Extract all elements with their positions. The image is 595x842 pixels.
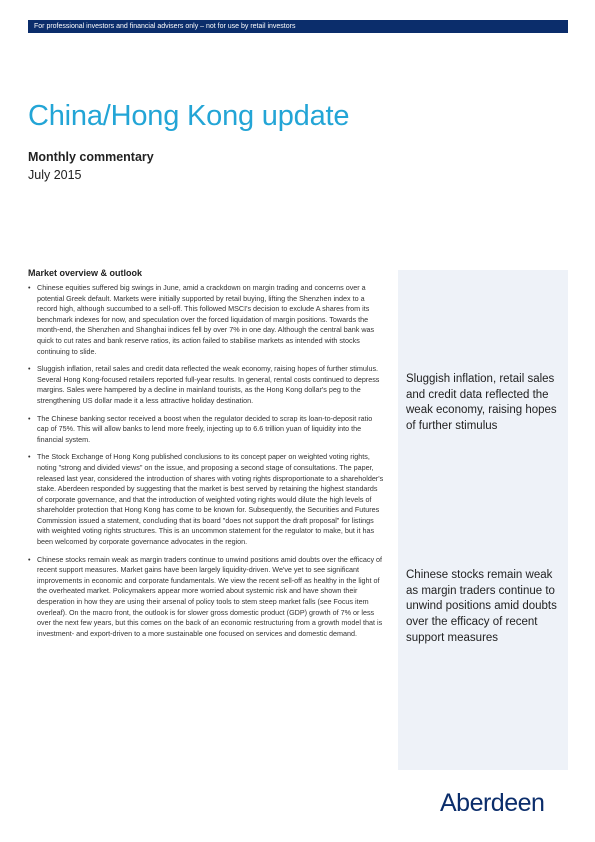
pullquote: Sluggish inflation, retail sales and credit data reflected the weak economy, raising hopes of further stimulus	[406, 373, 557, 433]
paragraph-text: Chinese stocks remain weak as margin traders continue to unwind positions amid doubts over the efficacy of recent support measures. Market gains have been largely liquidity-driven. We've yet to see significant improvements in economic and corporate fundamentals. We view the recent sell-off as healthy in the light of the overheated market. Policymakers appear more worried about systemic risk and have shown their desperation in how they are using their arsenal of policy tools to stem steep market falls (see Focus item overleaf). On the macro front, the outlook is for slower gross domestic product (GDP) growth of 7% or less over the next few years, but this comes on the back of an economic restructuring from a growth model that is investment- and export-driven to a more sustainable one focused on services and domestic demand.	[37, 554, 383, 638]
bullet-icon: •	[28, 554, 31, 564]
disclaimer-text: For professional investors and financial advisers only – not for use by retail investors	[34, 23, 296, 30]
logo-wordmark: Aberdeen	[440, 789, 545, 817]
page-subtitle: Monthly commentary	[28, 150, 154, 164]
list-item	[28, 414, 384, 446]
page-title: China/Hong Kong update	[28, 100, 350, 132]
disclaimer-banner	[28, 20, 568, 33]
list-item	[28, 452, 384, 547]
pullquote: Chinese stocks remain weak as margin traders continue to unwind positions amid doubts over the efficacy of recent support measures	[406, 569, 557, 644]
bullet-icon: •	[28, 283, 31, 292]
list-item	[28, 364, 384, 406]
paragraph-text: The Chinese banking sector received a boost when the regulator decided to scrap its loan-to-deposit ratio cap of 75%. This will allow banks to lend more freely, injecting up to 6.6 trillion yuan of liquidity into the financial system.	[37, 413, 373, 444]
paragraph-text: Sluggish inflation, retail sales and credit data reflected the weak economy, raising hopes of further stimulus. Several Hong Kong-focused retailers reported full-year results. In general, rental costs continued to depress margins. Sales were hampered by a decline in mainland tourists, as the Hong Kong dollar's peg to the strengthening US dollar made it a less attractive holiday destination.	[37, 364, 380, 405]
section-heading: Market overview & outlook	[28, 268, 143, 278]
list-item	[28, 283, 384, 357]
paragraph-text: The Stock Exchange of Hong Kong published conclusions to its concept paper on weighted voting rights, noting "strong and divided views" on the issue, and proposing a second stage of consultations. The paper, released last year, considered the introduction of shares with voting rights disproportionate to a shareholder's stake. Aberdeen responded by suggesting that the market is best served by retaining the highest standards of corporate governance, and that the introduction of weighted voting rights would dilute the high levels of shareholder protection that Hong Kong has come to be known for. Subsequently, the Securities and Futures Commission issued a statement, concluding that its board "does not support the draft proposal" for listings with weighted voting rights structures. This is an uncommon statement for the regulator to make, but it has been welcomed by corporate governance advocates in the region.	[37, 452, 384, 547]
bullet-icon: •	[28, 452, 31, 462]
list-item	[28, 555, 384, 640]
publication-date: July 2015	[28, 168, 82, 182]
bullet-icon: •	[28, 413, 31, 423]
pullquote-sidebar	[398, 270, 568, 770]
aberdeen-logo	[440, 788, 570, 818]
commentary-list	[28, 283, 384, 646]
bullet-icon: •	[28, 364, 31, 374]
paragraph-text: Chinese equities suffered big swings in June, amid a crackdown on margin trading and concerns over a potential Greek default. Markets were initially supported by retail buying, lifting the Shenzhen index to a record high, although succumbed to a sell-off. This followed MSCI's decision to exclude A shares from its benchmark indexes for now, and speculation over the forced liquidation of margin positions. Towards the month-end, the Shenzhen and Shanghai indices fell by over 7% in one day. Although the central bank was quick to cut rates and bank reserve ratios, its action failed to stabilise markets as intended with stocks continuing to slide.	[37, 283, 375, 356]
